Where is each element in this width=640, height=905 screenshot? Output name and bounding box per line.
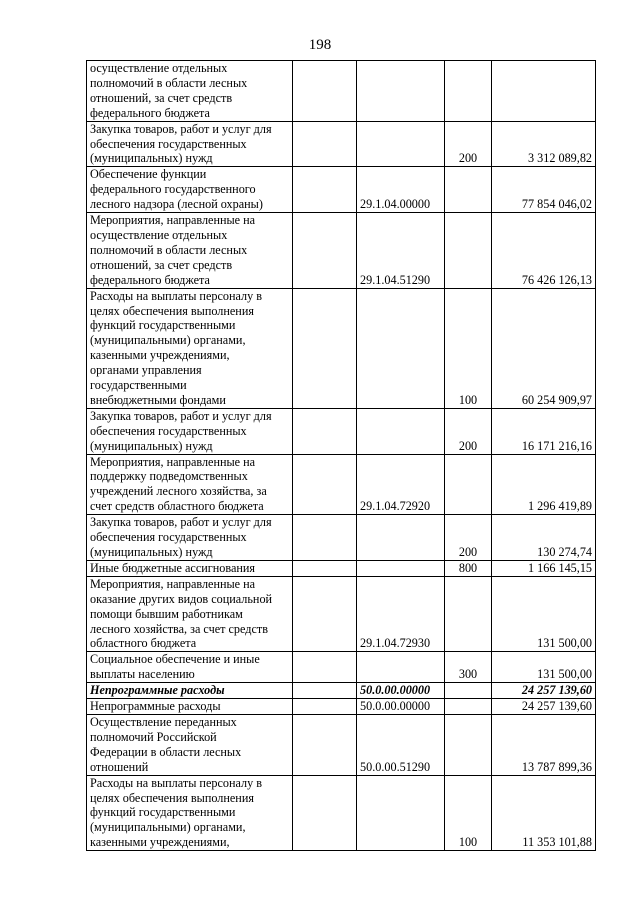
row-sum-cell: 16 171 216,16 (492, 408, 596, 454)
row-name-cell: Мероприятия, направленные на осуществление отдельных полномочий в области лесных отношений, за счет средств федерального бюджета (87, 213, 293, 289)
row-sum-cell: 24 257 139,60 (492, 683, 596, 699)
row-sum-cell: 3 312 089,82 (492, 121, 596, 167)
table-row (87, 560, 596, 576)
row-code-cell: 29.1.04.51290 (357, 213, 445, 289)
row-code-cell (357, 61, 445, 122)
row-code-cell: 29.1.04.00000 (357, 167, 445, 213)
row-name-cell: Закупка товаров, работ и услуг для обеспечения государственных (муниципальных) нужд (87, 515, 293, 561)
row-expense-type-cell (445, 714, 492, 775)
table-row (87, 213, 596, 289)
row-sum-cell (492, 61, 596, 122)
row-blank-cell (293, 454, 357, 515)
row-code-cell (357, 288, 445, 408)
row-blank-cell (293, 775, 357, 851)
row-code-cell: 29.1.04.72920 (357, 454, 445, 515)
budget-table-body (87, 61, 596, 851)
row-blank-cell (293, 408, 357, 454)
row-expense-type-cell: 200 (445, 121, 492, 167)
row-blank-cell (293, 515, 357, 561)
row-blank-cell (293, 576, 357, 652)
row-code-cell (357, 121, 445, 167)
row-sum-cell: 131 500,00 (492, 576, 596, 652)
row-expense-type-cell (445, 683, 492, 699)
table-row (87, 121, 596, 167)
row-blank-cell (293, 714, 357, 775)
row-expense-type-cell: 100 (445, 775, 492, 851)
row-expense-type-cell: 200 (445, 408, 492, 454)
row-sum-cell: 24 257 139,60 (492, 699, 596, 715)
row-code-cell: 29.1.04.72930 (357, 576, 445, 652)
table-row (87, 652, 596, 683)
row-sum-cell: 131 500,00 (492, 652, 596, 683)
row-blank-cell (293, 61, 357, 122)
row-code-cell: 50.0.00.51290 (357, 714, 445, 775)
row-name-cell: Осуществление переданных полномочий Российской Федерации в области лесных отношений (87, 714, 293, 775)
row-blank-cell (293, 213, 357, 289)
row-name-cell: Мероприятия, направленные на оказание других видов социальной помощи бывшим работникам лесного хозяйства, за счет средств областного бюджета (87, 576, 293, 652)
row-name-cell: Социальное обеспечение и иные выплаты населению (87, 652, 293, 683)
row-name-cell: Непрограммные расходы (87, 699, 293, 715)
row-blank-cell (293, 288, 357, 408)
row-sum-cell: 130 274,74 (492, 515, 596, 561)
table-row (87, 775, 596, 851)
row-expense-type-cell: 100 (445, 288, 492, 408)
row-code-cell (357, 515, 445, 561)
row-expense-type-cell: 800 (445, 560, 492, 576)
row-code-cell: 50.0.00.00000 (357, 699, 445, 715)
row-expense-type-cell (445, 213, 492, 289)
table-row (87, 408, 596, 454)
row-expense-type-cell (445, 576, 492, 652)
table-row (87, 699, 596, 715)
row-name-cell: Непрограммные расходы (87, 683, 293, 699)
row-blank-cell (293, 699, 357, 715)
row-name-cell: Закупка товаров, работ и услуг для обеспечения государственных (муниципальных) нужд (87, 121, 293, 167)
row-name-cell: Мероприятия, направленные на поддержку подведомственных учреждений лесного хозяйства, за счет средств областного бюджета (87, 454, 293, 515)
row-expense-type-cell: 300 (445, 652, 492, 683)
row-blank-cell (293, 683, 357, 699)
row-code-cell (357, 560, 445, 576)
row-blank-cell (293, 167, 357, 213)
table-row (87, 714, 596, 775)
row-name-cell: Обеспечение функции федерального государственного лесного надзора (лесной охраны) (87, 167, 293, 213)
row-sum-cell: 1 296 419,89 (492, 454, 596, 515)
row-name-cell: Закупка товаров, работ и услуг для обеспечения государственных (муниципальных) нужд (87, 408, 293, 454)
row-sum-cell: 77 854 046,02 (492, 167, 596, 213)
table-row (87, 515, 596, 561)
row-expense-type-cell (445, 167, 492, 213)
row-code-cell (357, 408, 445, 454)
row-name-cell: Расходы на выплаты персоналу в целях обеспечения выполнения функций государственными (муниципальными) органами, казенными учреждениями, органами управления государственными внебюджетными фондами (87, 288, 293, 408)
row-expense-type-cell (445, 61, 492, 122)
row-code-cell (357, 652, 445, 683)
row-sum-cell: 11 353 101,88 (492, 775, 596, 851)
row-expense-type-cell (445, 454, 492, 515)
table-row (87, 576, 596, 652)
row-name-cell: Иные бюджетные ассигнования (87, 560, 293, 576)
row-blank-cell (293, 121, 357, 167)
row-code-cell: 50.0.00.00000 (357, 683, 445, 699)
row-code-cell (357, 775, 445, 851)
row-name-cell: осуществление отдельных полномочий в области лесных отношений, за счет средств федерального бюджета (87, 61, 293, 122)
page-number: 198 (308, 37, 332, 53)
table-row (87, 167, 596, 213)
row-expense-type-cell (445, 699, 492, 715)
row-sum-cell: 76 426 126,13 (492, 213, 596, 289)
table-row (87, 454, 596, 515)
table-row (87, 61, 596, 122)
row-expense-type-cell: 200 (445, 515, 492, 561)
row-blank-cell (293, 652, 357, 683)
table-row (87, 288, 596, 408)
budget-table (86, 60, 596, 851)
row-blank-cell (293, 560, 357, 576)
row-name-cell: Расходы на выплаты персоналу в целях обеспечения выполнения функций государственными (муниципальными) органами, казенными учреждениями, (87, 775, 293, 851)
row-sum-cell: 13 787 899,36 (492, 714, 596, 775)
row-sum-cell: 60 254 909,97 (492, 288, 596, 408)
table-row (87, 683, 596, 699)
row-sum-cell: 1 166 145,15 (492, 560, 596, 576)
